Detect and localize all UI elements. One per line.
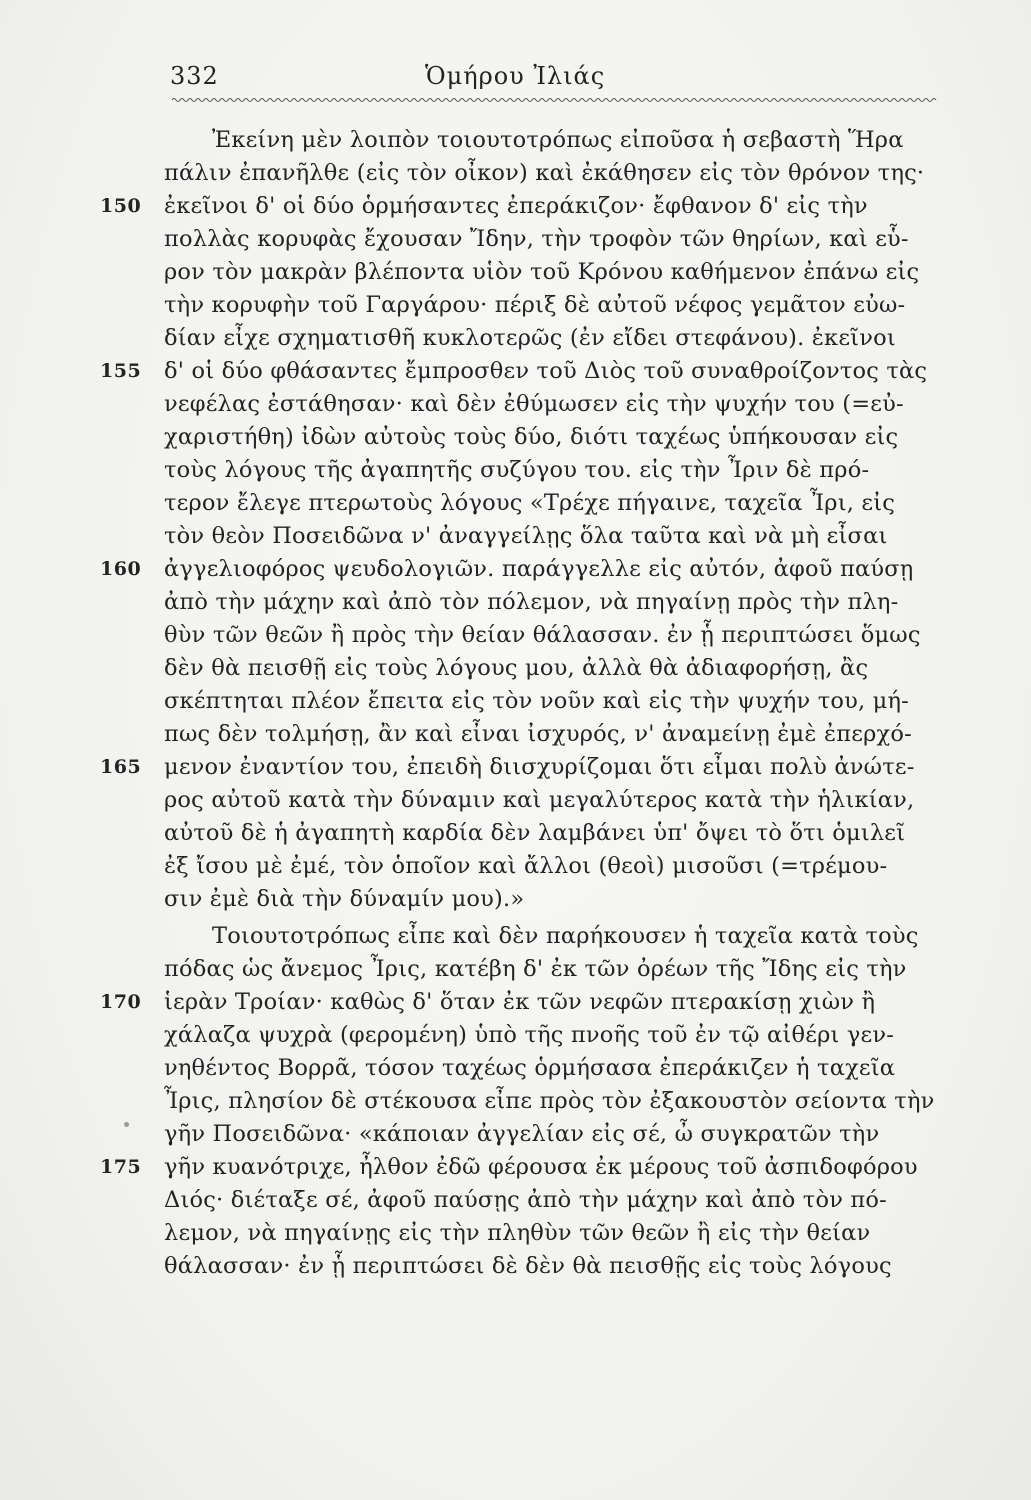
text-line: θὺν τῶν θεῶν ἢ πρὸς τὴν θείαν θάλασσαν. ἐν ᾗ περιπτώσει ὅμως	[164, 622, 921, 648]
text-line: ρος αὐτοῦ κατὰ τὴν δύναμιν καὶ μεγαλύτερος κατὰ τὴν ἡλικίαν,	[164, 787, 915, 813]
text-line: δ' οἱ δύο φθάσαντες ἔμπροσθεν τοῦ Διὸς τοῦ συναθροίζοντος τὰς	[164, 358, 928, 384]
text-line: αὐτοῦ δὲ ἡ ἀγαπητὴ καρδία δὲν λαμβάνει ὑπ' ὄψει τὸ ὅτι ὁμιλεῖ	[164, 820, 906, 846]
line-number: 160	[100, 558, 142, 580]
margin-speck	[124, 1122, 129, 1127]
text-line: πολλὰς κορυφὰς ἔχουσαν Ἴδην, τὴν τροφὸν τῶν θηρίων, καὶ εὗ-	[164, 226, 909, 252]
text-line: χαριστήθη) ἰδὼν αὐτοὺς τοὺς δύο, διότι ταχέως ὑπήκουσαν εἰς	[164, 424, 899, 450]
text-line: γῆν κυανότριχε, ἦλθον ἐδῶ φέρουσα ἐκ μέρους τοῦ ἀσπιδοφόρου	[164, 1154, 918, 1180]
text-line: Διός· διέταξε σέ, ἀφοῦ παύσῃς ἀπὸ τὴν μάχην καὶ ἀπὸ τὸν πό-	[164, 1187, 887, 1213]
text-line: πόδας ὡς ἄνεμος Ἶρις, κατέβη δ' ἐκ τῶν ὀρέων τῆς Ἴδης εἰς τὴν	[164, 956, 907, 982]
text-line: ἀγγελιοφόρος ψευδολογιῶν. παράγγελλε εἰς αὐτόν, ἀφοῦ παύσῃ	[164, 556, 914, 582]
text-line: νηθέντος Βορρᾶ, τόσον ταχέως ὁρμήσασα ἐπεράκιζεν ἡ ταχεῖα	[164, 1055, 896, 1081]
text-line: τὸν θεὸν Ποσειδῶνα ν' ἀναγγείλῃς ὅλα ταῦτα καὶ νὰ μὴ εἶσαι	[164, 523, 888, 549]
text-line: ἱερὰν Τροίαν· καθὼς δ' ὅταν ἐκ τῶν νεφῶν πτερακίσῃ χιὼν ἢ	[164, 989, 876, 1015]
text-line: δὲν θὰ πεισθῇ εἰς τοὺς λόγους μου, ἀλλὰ θὰ ἀδιαφορήσῃ, ἂς	[164, 655, 869, 681]
text-line: πως δὲν τολμήσῃ, ἂν καὶ εἶναι ἰσχυρός, ν' ἀναμείνῃ ἐμὲ ἐπερχό-	[164, 721, 912, 747]
line-number: 170	[100, 991, 142, 1013]
text-line: θάλασσαν· ἐν ᾗ περιπτώσει δὲ δὲν θὰ πεισθῇς εἰς τοὺς λόγους	[164, 1253, 892, 1279]
text-line: γῆν Ποσειδῶνα· «κάποιαν ἀγγελίαν εἰς σέ, ὦ συγκρατῶν τὴν	[164, 1121, 880, 1147]
text-line: τοὺς λόγους τῆς ἀγαπητῆς συζύγου του. εἰς τὴν Ἶριν δὲ πρό-	[164, 457, 870, 483]
line-number: 155	[100, 360, 142, 382]
text-line: τερον ἔλεγε πτερωτοὺς λόγους «Τρέχε πήγαινε, ταχεῖα Ἶρι, εἰς	[164, 490, 896, 516]
running-title: Ὁμήρου Ἰλιάς	[425, 62, 606, 90]
text-line: σιν ἐμὲ διὰ τὴν δύναμίν μου).»	[164, 886, 525, 912]
text-line: νεφέλας ἐστάθησαν· καὶ δὲν ἐθύμωσεν εἰς τὴν ψυχήν του (=εὐ-	[164, 391, 904, 417]
text-line: τὴν κορυφὴν τοῦ Γαργάρου· πέριξ δὲ αὐτοῦ νέφος γεμᾶτον εὐω-	[164, 292, 906, 318]
text-line: Ἐκείνη μὲν λοιπὸν τοιουτοτρόπως εἰποῦσα ἡ σεβαστὴ Ἥρα	[212, 127, 904, 153]
line-number: 165	[100, 756, 142, 778]
text-line: ἐκεῖνοι δ' οἱ δύο ὁρμήσαντες ἐπεράκιζον· ἔφθανον δ' εἰς τὴν	[164, 193, 868, 219]
text-line: σκέπτηται πλέον ἔπειτα εἰς τὸν νοῦν καὶ εἰς τὴν ψυχήν του, μή-	[164, 688, 909, 714]
text-line: πάλιν ἐπανῆλθε (εἰς τὸν οἶκον) καὶ ἐκάθησεν εἰς τὸν θρόνον της·	[164, 160, 925, 186]
text-line: Τοιουτοτρόπως εἶπε καὶ δὲν παρήκουσεν ἡ ταχεῖα κατὰ τοὺς	[212, 923, 919, 949]
text-line: χάλαζα ψυχρὰ (φερομένη) ὑπὸ τῆς πνοῆς τοῦ ἐν τῷ αἰθέρι γεν-	[164, 1022, 895, 1048]
line-number: 150	[100, 195, 142, 217]
page-number: 332	[170, 62, 219, 90]
text-line: ρον τὸν μακρὰν βλέποντα υἱὸν τοῦ Κρόνου καθήμενον ἐπάνω εἰς	[164, 259, 920, 285]
text-line: ἐξ ἴσου μὲ ἐμέ, τὸν ὁποῖον καὶ ἄλλοι (θεοὶ) μισοῦσι (=τρέμου-	[164, 853, 888, 879]
text-line: λεμον, νὰ πηγαίνῃς εἰς τὴν πληθὺν τῶν θεῶν ἢ εἰς τὴν θείαν	[164, 1220, 871, 1246]
text-line: ἀπὸ τὴν μάχην καὶ ἀπὸ τὸν πόλεμον, νὰ πηγαίνῃ πρὸς τὴν πλη-	[164, 589, 899, 615]
text-line: Ἶρις, πλησίον δὲ στέκουσα εἶπε πρὸς τὸν ἐξακουστὸν σείοντα τὴν	[164, 1088, 935, 1114]
line-number: 175	[100, 1156, 142, 1178]
text-line: δίαν εἶχε σχηματισθῆ κυκλοτερῶς (ἐν εἴδει στεφάνου). ἐκεῖνοι	[164, 325, 896, 351]
text-line: μενον ἐναντίον του, ἐπειδὴ διισχυρίζομαι ὅτι εἶμαι πολὺ ἀνώτε-	[164, 754, 915, 780]
